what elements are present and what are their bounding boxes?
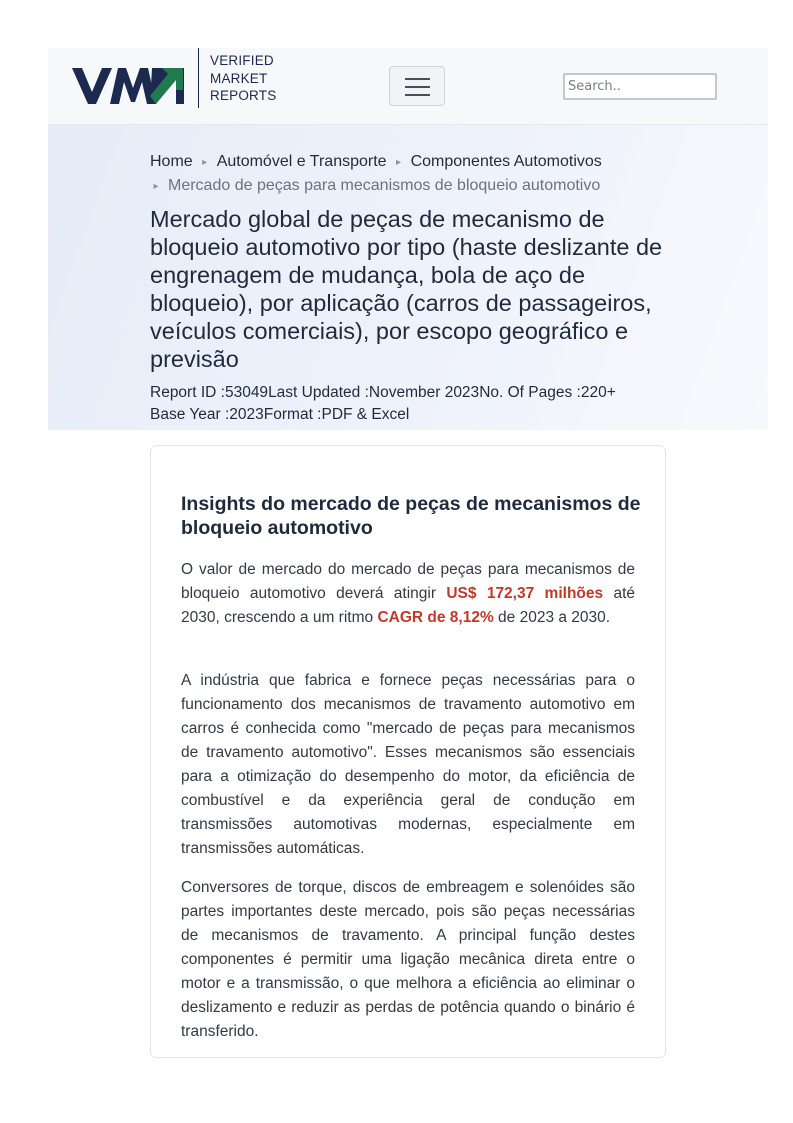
search-input[interactable] [563, 73, 717, 100]
breadcrumb-componentes-automotivos[interactable]: Componentes Automotivos [410, 153, 602, 170]
brand-logo[interactable] [72, 56, 184, 116]
p1-text-c: de 2023 a 2030. [493, 609, 611, 626]
breadcrumb-automovel-transporte[interactable]: Automóvel e Transporte [216, 153, 387, 170]
insights-paragraph-1 [181, 558, 635, 630]
p1-text-a: O valor de mercado do mercado de peças para mecanismos de bloqueio automotivo deverá atingir [181, 561, 635, 602]
chevron-right-icon: ▸ [153, 180, 159, 192]
insights-paragraph-3: Conversores de torque, discos de embreagem e solenóides são partes importantes deste mercado, pois são peças necessárias de mecanismos de travamento. A principal função destes componentes é permitir uma ligação mecânica direta entre o motor e a transmissão, o que melhora a eficiência ao eliminar o deslizamento e reduzir as perdas de potência quando o binário é transferido. [181, 879, 635, 1040]
insights-card [150, 445, 666, 1058]
market-value-highlight: US$ 172,37 milhões [446, 585, 604, 602]
last-updated: November 2023 [368, 384, 480, 401]
pages-count: 220+ [580, 384, 616, 401]
base-year: 2023 [229, 406, 264, 423]
menu-toggle-button[interactable] [389, 66, 445, 106]
format-label: Format : [263, 406, 322, 423]
last-updated-label: Last Updated : [268, 384, 369, 401]
chevron-right-icon: ▸ [396, 156, 402, 168]
report-id-label: Report ID : [150, 384, 225, 401]
hamburger-menu-icon-bar [405, 86, 430, 88]
brand-line-2: MARKET [210, 70, 268, 86]
base-year-label: Base Year : [150, 406, 230, 423]
brand-line-1: VERIFIED [210, 53, 274, 68]
pages-label: No. Of Pages : [479, 384, 581, 401]
brand-name [210, 52, 300, 105]
page-title: Mercado global de peças de mecanismo de bloqueio automotivo por tipo (haste deslizante de engrenagem de mudança, bola de aço de bloqueio), por aplicação (carros de passageiros, veículos comerciais), por escopo geográfico e previsão [150, 206, 663, 372]
insights-paragraph-2: A indústria que fabrica e fornece peças necessárias para o funcionamento dos mecanismos de travamento automotivo em carros é conhecida como "mercado de peças para mecanismos de travamento automotivo". Esses mecanismos são essenciais para a otimização do desempenho do motor, da eficiência de combustível e da experiência geral de condução em transmissões automotivas modernas, especialmente em transmissões automáticas. [181, 672, 635, 857]
hamburger-menu-icon-bar [405, 94, 430, 96]
brand-line-3: REPORTS [210, 88, 277, 103]
breadcrumb [150, 150, 670, 198]
site-header [48, 48, 768, 125]
p1-text-b: até 2030, crescendo a um ritmo [181, 585, 635, 626]
logo-divider [198, 48, 199, 108]
report-meta [150, 382, 690, 426]
report-id: 53049 [224, 384, 269, 401]
chevron-right-icon: ▸ [202, 156, 208, 168]
cagr-highlight: CAGR de 8,12% [377, 609, 494, 626]
hamburger-menu-icon [405, 78, 430, 80]
breadcrumb-current: Mercado de peças para mecanismos de bloqueio automotivo [168, 177, 601, 194]
insights-heading: Insights do mercado de peças de mecanismos de bloqueio automotivo [181, 493, 641, 539]
breadcrumb-home[interactable]: Home [150, 153, 193, 170]
vmr-logo-icon [72, 66, 184, 106]
report-format: PDF & Excel [321, 406, 410, 423]
